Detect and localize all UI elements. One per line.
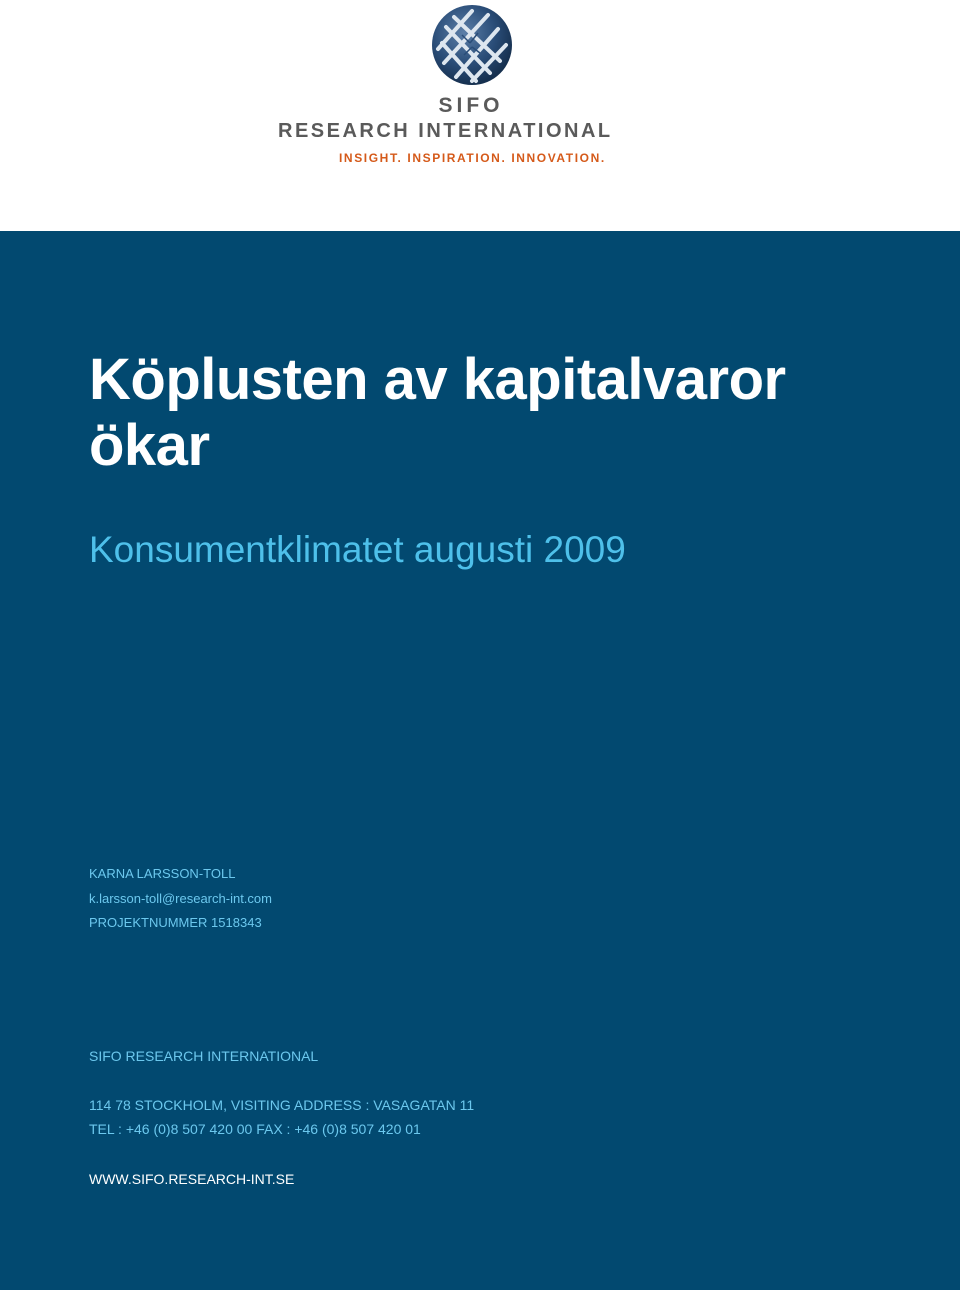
project-number: PROJEKTNUMMER 1518343: [89, 915, 262, 930]
author-name: KARNA LARSSON-TOLL: [89, 866, 236, 881]
footer-address: 114 78 STOCKHOLM, VISITING ADDRESS : VASAGATAN 11: [89, 1097, 475, 1113]
woven-globe-logo-icon: [428, 3, 516, 87]
footer-company: SIFO RESEARCH INTERNATIONAL: [89, 1048, 319, 1064]
logo-name: SIFO: [438, 94, 504, 117]
author-email: k.larsson-toll@research-int.com: [89, 891, 272, 906]
logo-subname: RESEARCH INTERNATIONAL: [278, 120, 613, 142]
header: [0, 0, 960, 231]
page-subtitle: Konsumentklimatet augusti 2009: [89, 529, 626, 570]
footer-website-link[interactable]: WWW.SIFO.RESEARCH-INT.SE: [89, 1171, 295, 1187]
footer-phone: TEL : +46 (0)8 507 420 00 FAX : +46 (0)8 507 420 01: [89, 1121, 421, 1137]
page-title: Köplusten av kapitalvaror ökar: [89, 347, 786, 478]
logo-tagline: INSIGHT. INSPIRATION. INNOVATION.: [339, 151, 606, 165]
